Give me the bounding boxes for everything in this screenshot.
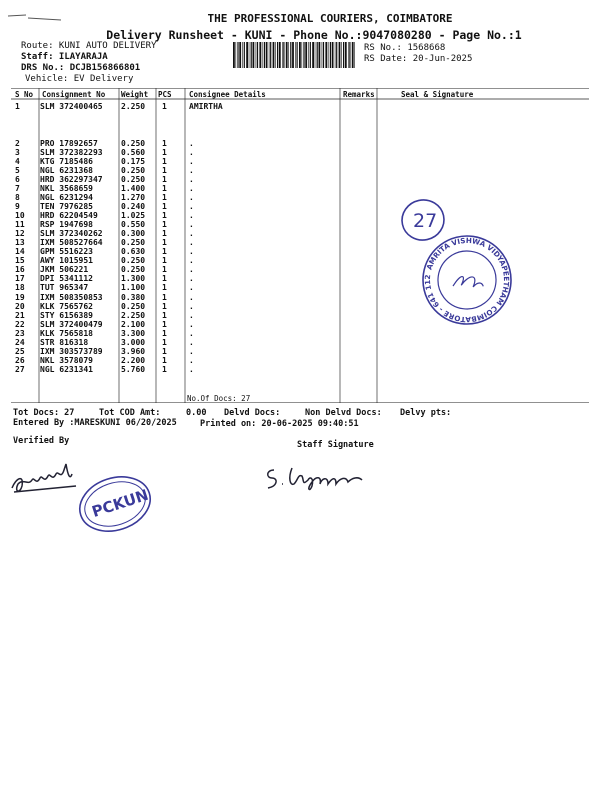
row-consignee: . — [189, 337, 194, 347]
row-sno: 5 — [15, 166, 20, 176]
row-consignment-no: KLK 7565762 — [40, 301, 93, 311]
row-consignee: . — [189, 310, 194, 320]
row-pcs: 1 — [162, 310, 167, 320]
row-sno: 14 — [15, 247, 25, 257]
col-weight: Weight — [121, 90, 149, 99]
row-weight: 0.250 — [121, 175, 146, 185]
barcode-bar — [328, 42, 329, 68]
row-sno: 20 — [15, 301, 25, 311]
row-consignee: . — [189, 157, 194, 167]
row-sno: 7 — [15, 184, 20, 194]
row-consignment-no: RSP 1947698 — [40, 220, 93, 230]
row-weight: 0.630 — [121, 247, 146, 257]
barcode-bar — [286, 42, 288, 68]
col-consignment: Consignment No — [42, 90, 106, 99]
row-consignee: . — [189, 229, 194, 239]
row-consignee: . — [189, 211, 194, 221]
delivered-docs: Delvd Docs: — [224, 408, 281, 418]
barcode-bar — [290, 42, 291, 68]
row-consignee: . — [189, 328, 194, 338]
row-weight: 0.250 — [121, 139, 146, 148]
row-pcs: 1 — [162, 211, 167, 221]
row-consignment-no: AWY 1015951 — [40, 256, 93, 266]
row-consignment-no: KLK 7565818 — [40, 328, 93, 338]
row-pcs: 1 — [162, 328, 167, 338]
row-weight: 2.250 — [121, 102, 146, 111]
row-weight: 5.760 — [121, 364, 146, 374]
row-pcs: 1 — [162, 148, 167, 158]
barcode-bar — [315, 42, 316, 68]
col-seal-signature: Seal & Signature — [401, 90, 474, 99]
row-sno: 8 — [15, 193, 20, 203]
row-consignment-no: SLM 372382293 — [40, 148, 103, 158]
vehicle-label: Vehicle: EV Delivery — [25, 74, 134, 84]
barcode-bar — [295, 42, 296, 68]
row-pcs: 1 — [162, 157, 167, 167]
row-consignment-no: DPI 5341112 — [40, 274, 93, 284]
row-sno: 12 — [15, 229, 25, 239]
row-pcs: 1 — [162, 175, 167, 185]
col-sno: S No — [15, 90, 34, 99]
barcode-bar — [246, 42, 248, 68]
row-consignment-no: SLM 372400479 — [40, 319, 103, 329]
row-weight: 0.250 — [121, 166, 146, 176]
row-weight: 0.300 — [121, 229, 146, 239]
staff-label: Staff: ILAYARAJA — [21, 52, 108, 62]
barcode-bar — [257, 42, 258, 68]
verified-by-label: Verified By — [13, 436, 70, 446]
row-sno: 24 — [15, 337, 25, 347]
barcode-image — [233, 42, 355, 68]
barcode-bar — [299, 42, 301, 68]
round-seal-text: AMRITA VISHWA VIDYAPEETHAM COIMBATORE - 641 112 — [422, 235, 512, 325]
row-consignee: . — [189, 139, 194, 148]
tot-docs: Tot Docs: 27 — [13, 408, 75, 418]
row-weight: 0.240 — [121, 202, 146, 212]
barcode-bar — [253, 42, 255, 68]
row-consignee: . — [189, 283, 194, 293]
row-consignee: AMIRTHA — [189, 102, 223, 111]
row-consignee: . — [189, 148, 194, 158]
barcode-bar — [325, 42, 327, 68]
barcode-bar — [330, 42, 331, 68]
barcode-bar — [288, 42, 289, 68]
tot-cod-amount: Tot COD Amt: 0.00 — [99, 408, 207, 418]
no-of-docs: No.Of Docs: 27 — [187, 394, 251, 403]
row-weight: 3.300 — [121, 328, 146, 338]
barcode-bar — [336, 42, 337, 68]
barcode-bar — [264, 42, 265, 68]
row-pcs: 1 — [162, 265, 167, 275]
row-sno: 6 — [15, 175, 20, 185]
row-pcs: 1 — [162, 193, 167, 203]
row-weight: 3.000 — [121, 337, 146, 347]
row-pcs: 1 — [162, 238, 167, 248]
barcode-bar — [345, 42, 347, 68]
row-pcs: 1 — [162, 184, 167, 194]
printed-on: Printed on: 20-06-2025 09:40:51 — [200, 419, 359, 429]
row-weight: 1.300 — [121, 274, 146, 284]
row-consignment-no: NKL 3568659 — [40, 184, 93, 194]
barcode-bar — [242, 42, 243, 68]
row-consignee: . — [189, 319, 194, 329]
row-sno: 16 — [15, 265, 25, 275]
row-sno: 11 — [15, 220, 25, 230]
barcode-bar — [312, 42, 314, 68]
row-consignee: . — [189, 364, 194, 374]
verifier-signature — [6, 456, 96, 502]
barcode-bar — [352, 42, 354, 68]
row-consignee: . — [189, 346, 194, 356]
row-sno: 13 — [15, 238, 25, 248]
barcode-bar — [335, 42, 336, 68]
row-pcs: 1 — [162, 102, 167, 111]
row-sno: 22 — [15, 319, 25, 329]
row-weight: 1.400 — [121, 184, 146, 194]
row-sno: 4 — [15, 157, 20, 167]
row-weight: 2.200 — [121, 355, 146, 365]
row-pcs: 1 — [162, 256, 167, 266]
company-name: THE PROFESSIONAL COURIERS, COIMBATORE — [207, 12, 453, 25]
runsheet-title: Delivery Runsheet - KUNI - Phone No.:9047080280 - Page No.:1 — [106, 28, 522, 42]
row-weight: 2.250 — [121, 310, 146, 320]
barcode-bar — [279, 42, 281, 68]
barcode-bar — [323, 42, 324, 68]
row-pcs: 1 — [162, 364, 167, 374]
row-consignment-no: TUT 965347 — [40, 283, 89, 293]
row-consignment-no: HRD 62204549 — [40, 211, 98, 221]
row-pcs: 1 — [162, 346, 167, 356]
row-consignment-no: IXM 508350853 — [40, 292, 103, 302]
row-pcs: 1 — [162, 292, 167, 302]
row-weight: 1.025 — [121, 211, 146, 221]
row-sno: 3 — [15, 148, 20, 158]
barcode-bar — [259, 42, 261, 68]
row-sno: 1 — [15, 102, 20, 111]
barcode-bar — [270, 42, 271, 68]
barcode-bar — [303, 42, 304, 68]
col-consignee: Consignee Details — [189, 90, 266, 99]
barcode-bar — [269, 42, 270, 68]
row-pcs: 1 — [162, 139, 167, 148]
barcode-bar — [273, 42, 275, 68]
barcode-bar — [348, 42, 349, 68]
barcode-bar — [275, 42, 276, 68]
barcode-bar — [310, 42, 311, 68]
row-weight: 1.100 — [121, 283, 146, 293]
row-weight: 3.960 — [121, 346, 146, 356]
row-sno: 18 — [15, 283, 25, 293]
row-consignee: . — [189, 184, 194, 194]
barcode-bar — [256, 42, 257, 68]
row-weight: 0.175 — [121, 157, 146, 167]
row-consignment-no: SLM 372340262 — [40, 229, 103, 239]
row-sno: 26 — [15, 355, 25, 365]
drs-number: DRS No.: DCJB156866801 — [21, 63, 141, 73]
barcode-bar — [251, 42, 252, 68]
row-sno: 23 — [15, 328, 25, 338]
row-consignment-no: GPM 5516223 — [40, 247, 93, 257]
barcode-bar — [292, 42, 294, 68]
row-pcs: 1 — [162, 247, 167, 257]
barcode-bar — [282, 42, 283, 68]
barcode-bar — [266, 42, 268, 68]
row-weight: 0.550 — [121, 220, 146, 230]
barcode-bar — [283, 42, 284, 68]
barcode-bar — [349, 42, 350, 68]
barcode-bar — [317, 42, 318, 68]
barcode-bar — [249, 42, 250, 68]
row-consignment-no: NGL 6231341 — [40, 364, 93, 374]
row-weight: 0.250 — [121, 238, 146, 248]
row-consignee: . — [189, 220, 194, 230]
row-consignee: . — [189, 292, 194, 302]
row-sno: 15 — [15, 256, 25, 266]
non-delivered-docs: Non Delvd Docs: — [305, 408, 382, 418]
row-pcs: 1 — [162, 166, 167, 176]
barcode-bar — [236, 42, 237, 68]
row-weight: 2.100 — [121, 319, 146, 329]
row-consignment-no: KTG 7185486 — [40, 157, 93, 167]
barcode-bar — [339, 42, 341, 68]
row-sno: 25 — [15, 346, 25, 356]
row-pcs: 1 — [162, 301, 167, 311]
staff-handwritten-signature — [262, 462, 382, 494]
row-sno: 19 — [15, 292, 25, 302]
row-weight: 0.380 — [121, 292, 146, 302]
row-weight: 1.270 — [121, 193, 146, 203]
row-consignment-no: JKM 506221 — [40, 265, 89, 275]
row-consignment-no: PRO 17892657 — [40, 139, 98, 148]
rs-number: RS No.: 1568668 — [364, 43, 446, 53]
barcode-bar — [233, 42, 235, 68]
row-consignee: . — [189, 274, 194, 284]
barcode-bar — [302, 42, 303, 68]
row-consignee: . — [189, 193, 194, 203]
row-sno: 9 — [15, 202, 20, 212]
row-pcs: 1 — [162, 319, 167, 329]
oval-stamp-text: PCKUN — [89, 485, 151, 521]
row-weight: 0.250 — [121, 301, 146, 311]
row-pcs: 1 — [162, 355, 167, 365]
barcode-bar — [277, 42, 278, 68]
row-pcs: 1 — [162, 220, 167, 230]
row-consignee: . — [189, 355, 194, 365]
row-consignment-no: TEN 7976285 — [40, 202, 93, 212]
delivery-points: Delvy pts: — [400, 408, 452, 418]
row-pcs: 1 — [162, 274, 167, 284]
row-consignment-no: STY 6156389 — [40, 310, 93, 320]
row-consignment-no: NKL 3578079 — [40, 355, 93, 365]
row-pcs: 1 — [162, 202, 167, 212]
row-weight: 0.250 — [121, 256, 146, 266]
row-consignment-no: IXM 508527664 — [40, 238, 103, 248]
row-consignment-no: STR 816318 — [40, 337, 89, 347]
barcode-bar — [244, 42, 245, 68]
row-sno: 17 — [15, 274, 25, 284]
row-consignment-no: NGL 6231294 — [40, 193, 93, 203]
row-consignment-no: HRD 362297347 — [40, 175, 103, 185]
row-consignment-no: SLM 372400465 — [40, 102, 103, 111]
entered-by: Entered By :MARESKUNI 06/20/2025 — [13, 418, 177, 428]
row-consignee: . — [189, 301, 194, 311]
circled-count-text: 27 — [413, 210, 438, 232]
barcode-bar — [341, 42, 342, 68]
row-consignment-no: IXM 303573789 — [40, 346, 103, 356]
barcode-bar — [262, 42, 263, 68]
route-label: Route: KUNI AUTO DELIVERY — [21, 41, 157, 51]
row-sno: 27 — [15, 364, 25, 374]
row-weight: 0.250 — [121, 265, 146, 275]
row-consignee: . — [189, 256, 194, 266]
row-consignee: . — [189, 247, 194, 257]
barcode-bar — [297, 42, 298, 68]
staff-signature-label: Staff Signature — [297, 440, 374, 450]
row-weight: 0.560 — [121, 148, 146, 158]
col-pcs: PCS — [158, 90, 172, 99]
barcode-bar — [237, 42, 238, 68]
row-consignee: . — [189, 238, 194, 248]
row-sno: 2 — [15, 139, 20, 148]
barcode-bar — [322, 42, 323, 68]
barcode-bar — [308, 42, 309, 68]
barcode-bar — [332, 42, 334, 68]
barcode-bar — [305, 42, 307, 68]
barcode-bar — [354, 42, 355, 68]
row-pcs: 1 — [162, 283, 167, 293]
rs-date: RS Date: 20-Jun-2025 — [364, 54, 473, 64]
round-seal-stamp — [412, 230, 522, 330]
row-consignee: . — [189, 166, 194, 176]
barcode-bar — [319, 42, 321, 68]
col-remarks: Remarks — [343, 90, 375, 99]
row-pcs: 1 — [162, 337, 167, 347]
row-sno: 21 — [15, 310, 25, 320]
row-sno: 10 — [15, 211, 25, 221]
row-consignment-no: NGL 6231368 — [40, 166, 93, 176]
row-consignee: . — [189, 175, 194, 185]
barcode-bar — [343, 42, 344, 68]
row-consignee: . — [189, 202, 194, 212]
barcode-bar — [239, 42, 241, 68]
row-pcs: 1 — [162, 229, 167, 239]
row-consignee: . — [189, 265, 194, 275]
